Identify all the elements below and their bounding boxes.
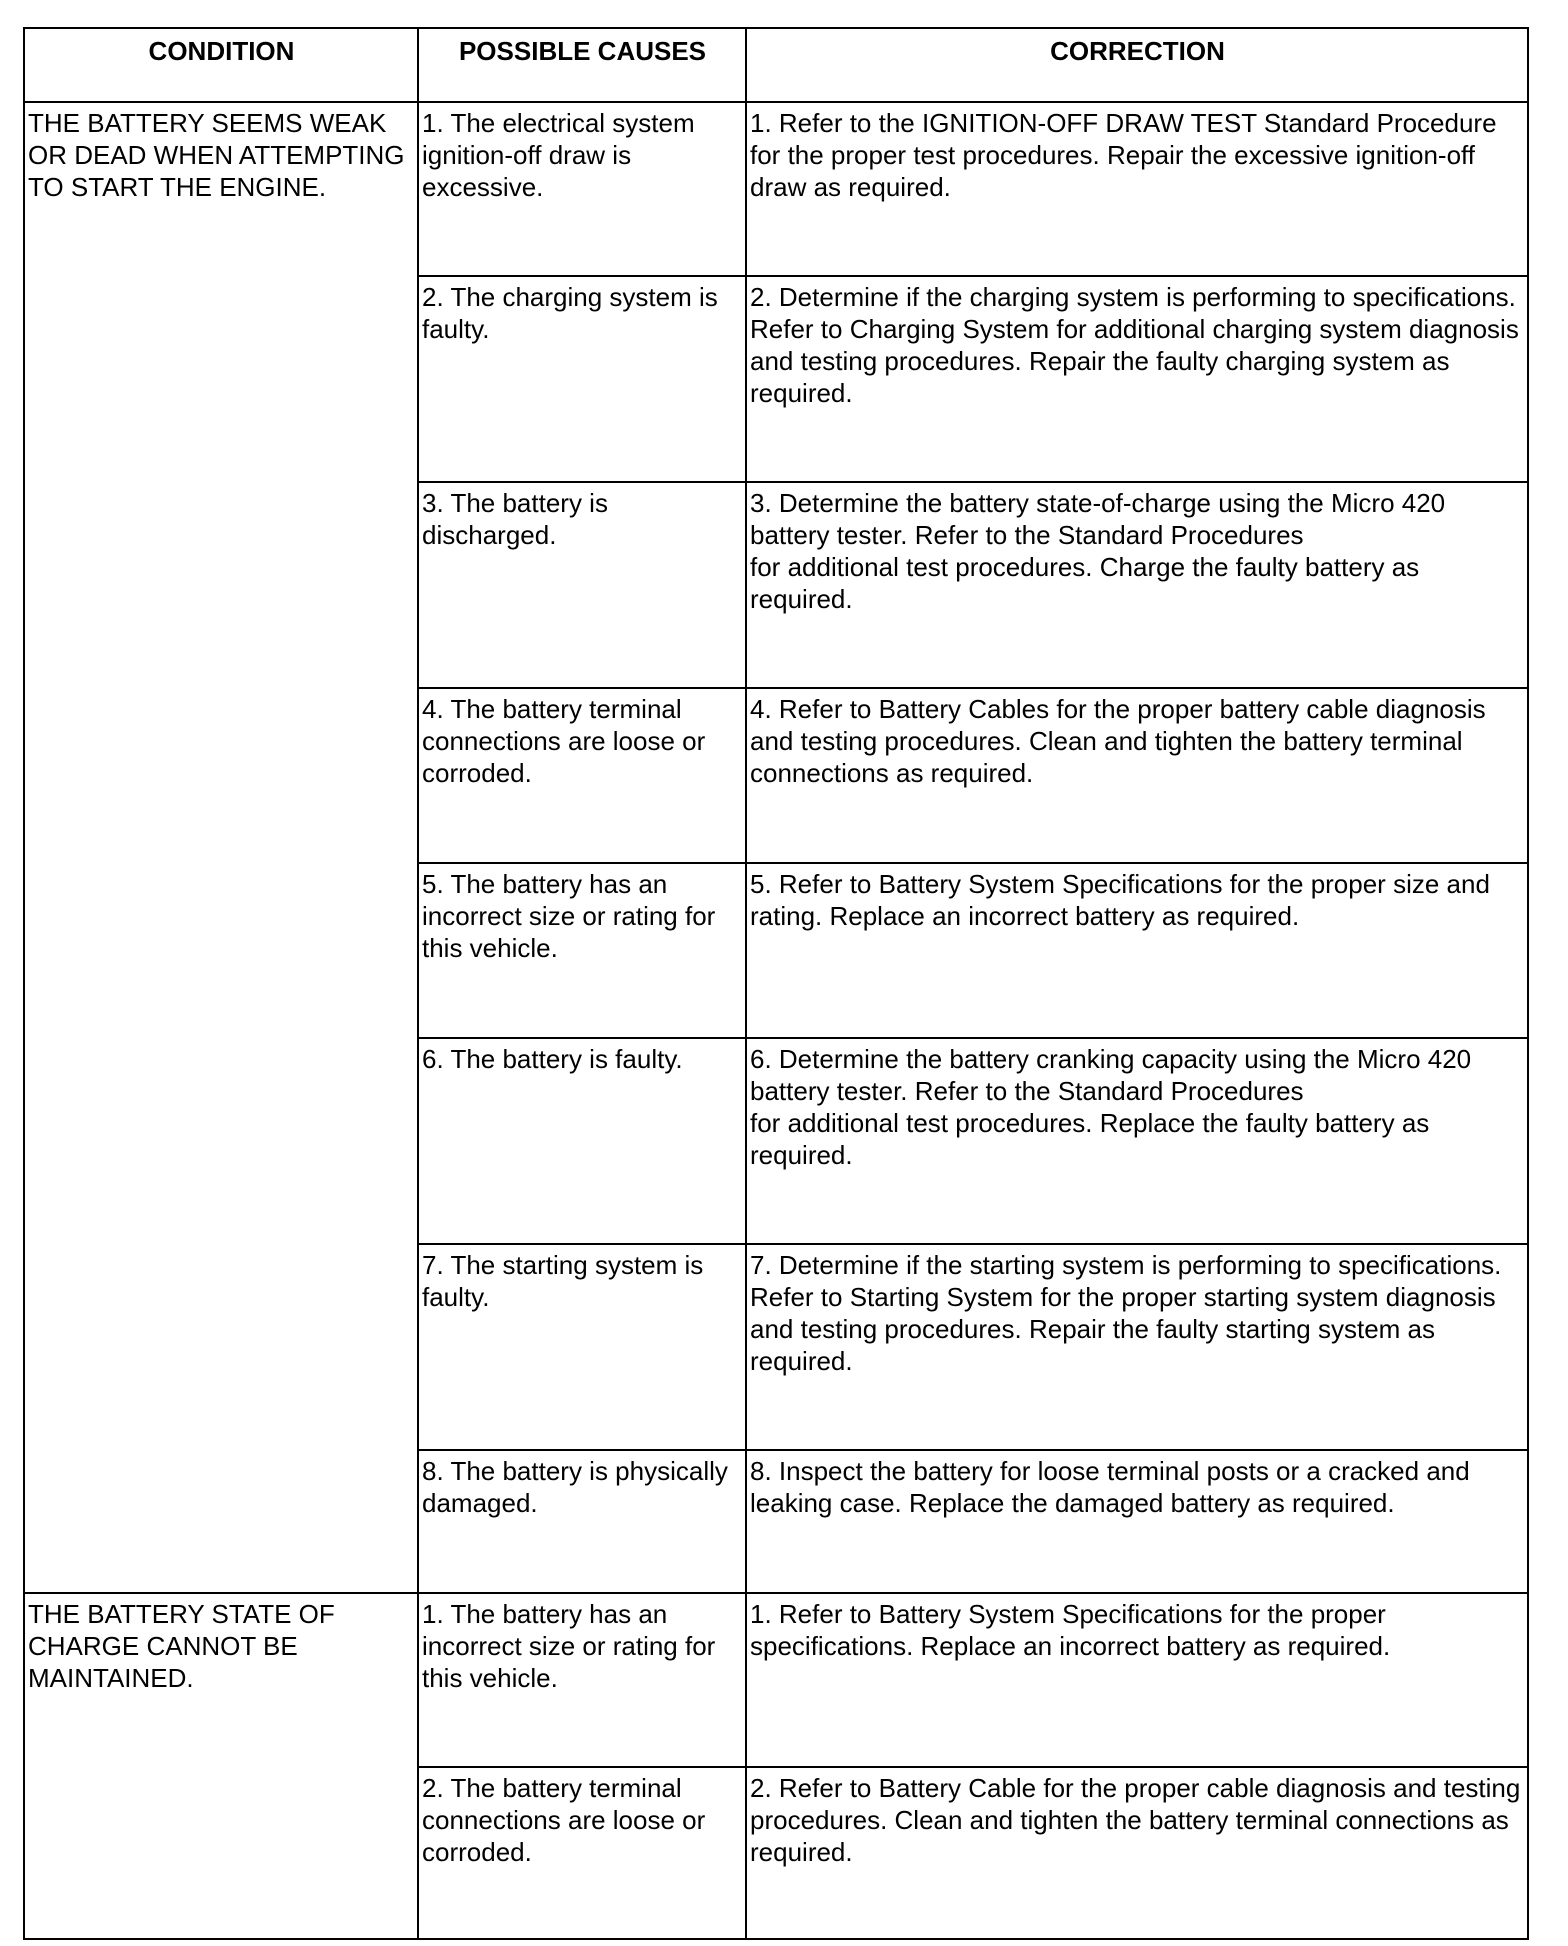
correction-cell: 7. Determine if the starting system is performing to specifications. Refer to Starting System for the proper starting system diagnosis and testing procedures. Repair the faulty starting system as required. <box>746 1244 1528 1450</box>
correction-cell: 3. Determine the battery state-of-charge using the Micro 420 battery tester. Refer to the Standard Procedures for additional test procedures. Charge the faulty battery as required. <box>746 482 1528 688</box>
diagnosis-table <box>23 27 1529 1940</box>
cause-cell: 8. The battery is physically damaged. <box>418 1450 746 1593</box>
cause-cell: 6. The battery is faulty. <box>418 1038 746 1244</box>
cause-cell: 2. The charging system is faulty. <box>418 276 746 482</box>
correction-cell: 5. Refer to Battery System Specifications for the proper size and rating. Replace an incorrect battery as required. <box>746 863 1528 1038</box>
header-condition: CONDITION <box>24 28 418 102</box>
header-possible-causes: POSSIBLE CAUSES <box>418 28 746 102</box>
correction-cell: 1. Refer to the IGNITION-OFF DRAW TEST Standard Procedure for the proper test procedures. Repair the excessive ignition-off draw as required. <box>746 102 1528 276</box>
cause-cell: 7. The starting system is faulty. <box>418 1244 746 1450</box>
cause-cell: 4. The battery terminal connections are loose or corroded. <box>418 688 746 863</box>
condition-cell: THE BATTERY SEEMS WEAK OR DEAD WHEN ATTEMPTING TO START THE ENGINE. <box>24 102 418 1593</box>
cause-cell: 1. The battery has an incorrect size or rating for this vehicle. <box>418 1593 746 1767</box>
cause-cell: 5. The battery has an incorrect size or rating for this vehicle. <box>418 863 746 1038</box>
cause-cell: 3. The battery is discharged. <box>418 482 746 688</box>
correction-cell: 2. Determine if the charging system is performing to specifications. Refer to Charging System for additional charging system diagnosis and testing procedures. Repair the faulty charging system as required. <box>746 276 1528 482</box>
header-correction: CORRECTION <box>746 28 1528 102</box>
header-row <box>24 28 1528 102</box>
correction-cell: 8. Inspect the battery for loose terminal posts or a cracked and leaking case. Replace the damaged battery as required. <box>746 1450 1528 1593</box>
correction-cell: 2. Refer to Battery Cable for the proper cable diagnosis and testing procedures. Clean and tighten the battery terminal connections as required. <box>746 1767 1528 1939</box>
cause-cell: 1. The electrical system ignition-off draw is excessive. <box>418 102 746 276</box>
table-row <box>24 1593 1528 1767</box>
correction-cell: 1. Refer to Battery System Specifications for the proper specifications. Replace an incorrect battery as required. <box>746 1593 1528 1767</box>
condition-cell: THE BATTERY STATE OF CHARGE CANNOT BE MAINTAINED. <box>24 1593 418 1939</box>
correction-cell: 6. Determine the battery cranking capacity using the Micro 420 battery tester. Refer to the Standard Procedures for additional test procedures. Replace the faulty battery as required. <box>746 1038 1528 1244</box>
table-row <box>24 102 1528 276</box>
cause-cell: 2. The battery terminal connections are loose or corroded. <box>418 1767 746 1939</box>
correction-cell: 4. Refer to Battery Cables for the proper battery cable diagnosis and testing procedures. Clean and tighten the battery terminal connections as required. <box>746 688 1528 863</box>
